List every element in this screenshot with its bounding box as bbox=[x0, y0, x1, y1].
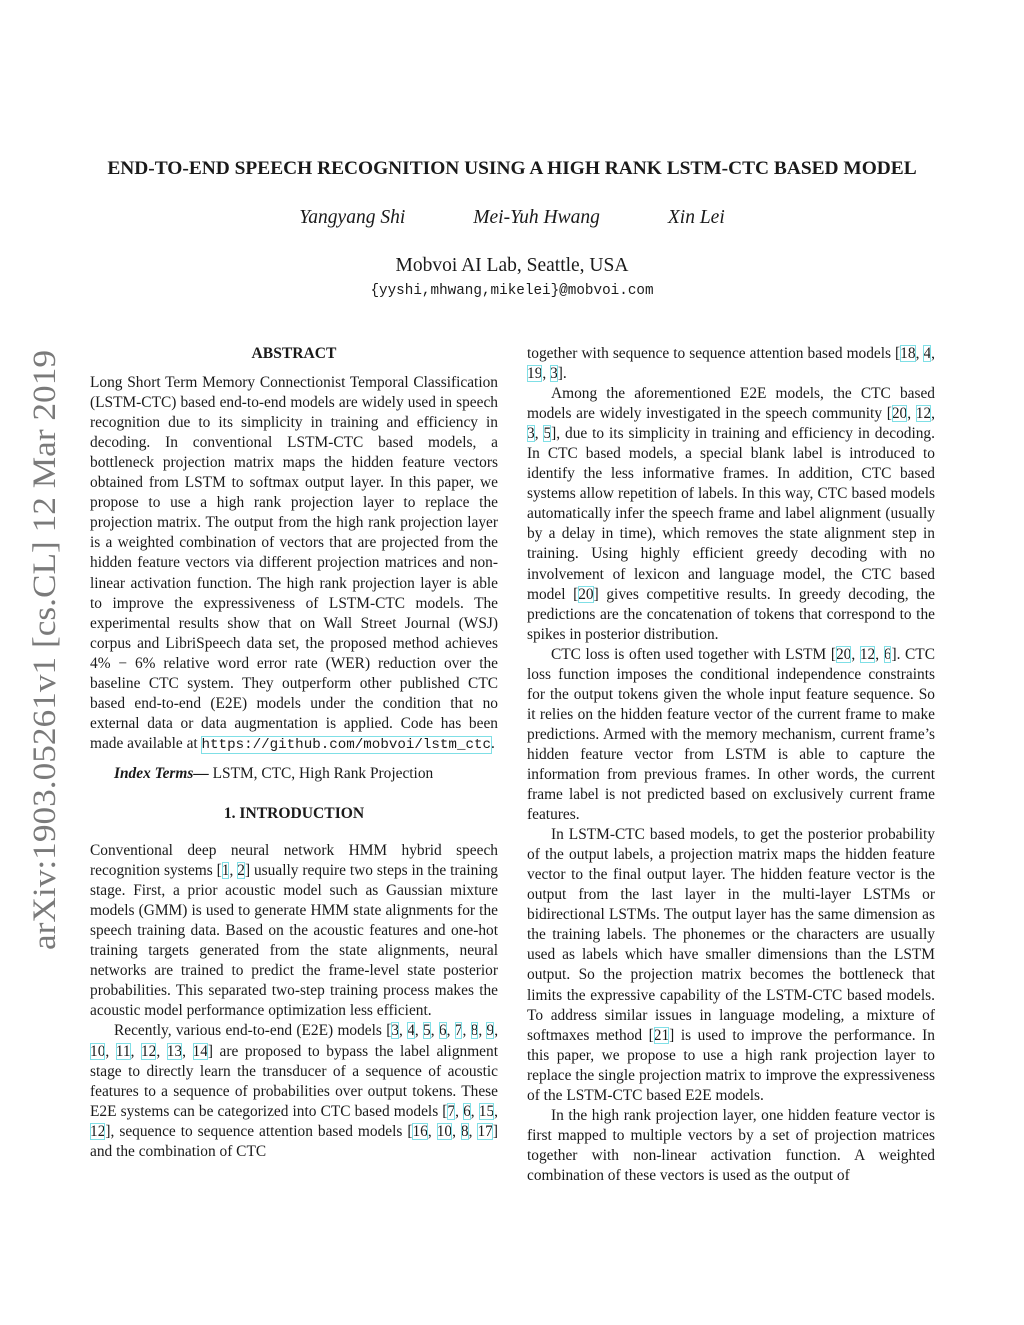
citation-link[interactable]: 3 bbox=[527, 425, 535, 443]
citation-link[interactable]: 1 bbox=[221, 862, 230, 880]
citation-link[interactable]: 12 bbox=[859, 645, 876, 663]
author-list bbox=[60, 207, 964, 229]
left-column bbox=[90, 344, 498, 1162]
citation-link[interactable]: 15 bbox=[478, 1102, 495, 1120]
citation-link[interactable]: 13 bbox=[166, 1042, 183, 1060]
affiliation: Mobvoi AI Lab, Seattle, USA bbox=[395, 255, 629, 276]
author-name: Mei-Yuh Hwang bbox=[473, 207, 600, 228]
citation-link[interactable]: 16 bbox=[412, 1122, 428, 1140]
arxiv-stamp bbox=[0, 350, 80, 980]
citation-link[interactable]: 5 bbox=[423, 1022, 431, 1040]
citation-link[interactable]: 3 bbox=[391, 1022, 400, 1040]
intro-paragraph-1: Conventional deep neural network HMM hybrid speech recognition systems [1, 2] usually require two steps in the training stage. First, a prior acoustic model such as Gaussian mixture models (GMM) is used to generate HMM state alignments for the speech training data. Based on the acoustic features and one-hot training targets generated from the state alignments, neural networks are trained to predict the frame-level state posterior probabilities. This separated two-step training process makes the acoustic model performance optimization less efficient. bbox=[90, 842, 498, 1020]
author-name: Xin Lei bbox=[667, 207, 725, 228]
right-column bbox=[527, 344, 935, 1186]
index-terms-text: LSTM, CTC, High Rank Projection bbox=[208, 764, 434, 782]
citation-link[interactable]: 2 bbox=[237, 862, 245, 880]
intro-paragraph-2: Recently, various end-to-end (E2E) models [3, 4, 5, 6, 7, 8, 9, 10, 11, 12, 13, 14] are proposed to bypass the label alignment stage to directly learn the transducer of a sequence of acoustic features to a sequence of probabilities over output tokens. These E2E systems can be categorized into CTC based models [7, 6, 15, 12], sequence to sequence attention based models [16, 10, 8, 17] and the combination of CTC bbox=[90, 1022, 499, 1160]
citation-link[interactable]: 17 bbox=[477, 1122, 493, 1140]
citation-link[interactable]: 11 bbox=[115, 1042, 131, 1060]
citation-link[interactable]: 20 bbox=[578, 585, 594, 603]
citation-link[interactable]: 7 bbox=[454, 1022, 463, 1040]
intro-paragraph-5: In LSTM-CTC based models, to get the posterior probability of the output labels, a projection matrix maps the hidden feature vector to the final output layer. The hidden feature vector is the output from the last layer in the multi-layer LSTMs or bidirectional LSTMs. The output layer has the same dimension as the training labels. The phonemes or the characters are usually used as labels which have smaller dimensions than the LSTM output. So the projection matrix becomes the bottleneck that limits the expressive capability of the LSTM-CTC based models. To address similar issues in language modeling, a mixture of softmaxes method [21] is used to improve the performance. In this paper, we propose to use a high rank projection layer to replace the single projection matrix to improve the expressiveness of the LSTM-CTC based E2E models. bbox=[527, 826, 935, 1104]
citation-link[interactable]: 19 bbox=[527, 365, 543, 383]
citation-link[interactable]: 12 bbox=[140, 1042, 157, 1060]
intro-paragraph-continued: together with sequence to sequence attention based models [18, 4, 19, 3]. bbox=[527, 345, 935, 383]
citation-link[interactable]: 6 bbox=[438, 1022, 447, 1040]
citation-link[interactable]: 20 bbox=[891, 405, 908, 423]
citation-link[interactable]: 12 bbox=[90, 1122, 106, 1140]
index-terms-label: Index Terms— bbox=[114, 764, 209, 782]
citation-link[interactable]: 6 bbox=[463, 1102, 471, 1120]
citation-link[interactable]: 3 bbox=[550, 365, 558, 383]
abstract-heading: ABSTRACT bbox=[251, 345, 337, 362]
citation-link[interactable]: 21 bbox=[653, 1026, 670, 1044]
citation-link[interactable]: 7 bbox=[447, 1102, 456, 1120]
citation-link[interactable]: 4 bbox=[923, 345, 932, 362]
author-name: Yangyang Shi bbox=[299, 207, 406, 228]
citation-link[interactable]: 5 bbox=[543, 425, 552, 443]
intro-paragraph-3: Among the aforementioned E2E models, the CTC based models are widely investigated in the speech community [20, 12, 3, 5], due to its simplicity in training and efficiency in decoding. In CTC based models, a special blank label is introduced to identify the less informative frames. In addition, CTC based systems allow repetition of labels. In this way, CTC based models automatically infer the speech frame and label alignment (usually by a delay in time), which removes the state alignment step in training. Using highly efficient greedy decoding with no involvement of lexicon and language model, the CTC based model [20] gives competitive results. In greedy decoding, the predictions are the concatenation of tokens that correspond to the spikes in posterior distribution. bbox=[527, 385, 935, 643]
math-range: 4% − 6% bbox=[90, 654, 156, 672]
arxiv-stamp-text: arXiv:1903.05261v1 [cs.CL] 12 Mar 2019 bbox=[27, 389, 63, 950]
intro-paragraph-4: CTC loss is often used together with LSTM [20, 12, 6]. CTC loss function imposes the conditional independence constraints for the output tokens given the whole input feature sequence. So it relies on the hidden feature vector of the current frame to make predictions. Armed with the memory mechanism, current frame’s hidden feature vector from LSTM is able to capture the information from previous frames. In other words, the current frame label is not predicted based on exclusively current frame features. bbox=[527, 645, 935, 824]
index-terms bbox=[90, 764, 498, 784]
citation-link[interactable]: 10 bbox=[436, 1122, 453, 1140]
citation-link[interactable]: 18 bbox=[900, 345, 916, 362]
code-url-link[interactable]: https://github.com/mobvoi/lstm_ctc bbox=[201, 736, 492, 753]
citation-link[interactable]: 9 bbox=[486, 1022, 495, 1040]
author-email: {yyshi,mhwang,mikelei}@mobvoi.com bbox=[370, 283, 654, 299]
intro-paragraph-6: In the high rank projection layer, one hidden feature vector is first mapped to multiple vectors by a set of projection matrices together with non-linear activation function. A weighted combination of these vectors is used as the output of bbox=[527, 1106, 935, 1184]
abstract-body: Long Short Term Memory Connectionist Temporal Classification (LSTM-CTC) based end-to-end models are widely used in speech recognition due to its simplicity in training and efficiency in decoding. In conventional LSTM-CTC based models, a bottleneck projection matrix maps the hidden feature vectors obtained from LSTM to softmax output layer. In this paper, we propose to use a high rank projection layer to replace the projection matrix. The output from the high rank projection layer is a weighted combination of vectors that are projected from the hidden feature vectors via different projection matrices and non-linear activation function. The high rank projection layer is able to improve the expressiveness of LSTM-CTC models. The experimental results show that on Wall Street Journal (WSJ) corpus and LibriSpeech data set, the proposed method achieves 4% − 6% relative word error rate (WER) reduction over the baseline CTC system. They outperform other published CTC based end-to-end (E2E) models under the condition that no external data or data augmentation is applied. Code has been made available at https://github.com/mobvoi/lstm_ctc. bbox=[90, 374, 498, 753]
citation-link[interactable]: 10 bbox=[90, 1042, 106, 1060]
citation-link[interactable]: 8 bbox=[470, 1022, 479, 1040]
citation-link[interactable]: 12 bbox=[915, 405, 932, 423]
citation-link[interactable]: 6 bbox=[883, 645, 892, 663]
citation-link[interactable]: 8 bbox=[460, 1122, 469, 1140]
citation-link[interactable]: 4 bbox=[407, 1022, 415, 1040]
citation-link[interactable]: 20 bbox=[835, 645, 852, 663]
paper-title: END-TO-END SPEECH RECOGNITION USING A HIGH RANK LSTM-CTC BASED MODEL bbox=[107, 158, 917, 179]
citation-link[interactable]: 14 bbox=[192, 1042, 208, 1060]
intro-heading: 1. INTRODUCTION bbox=[223, 804, 365, 822]
